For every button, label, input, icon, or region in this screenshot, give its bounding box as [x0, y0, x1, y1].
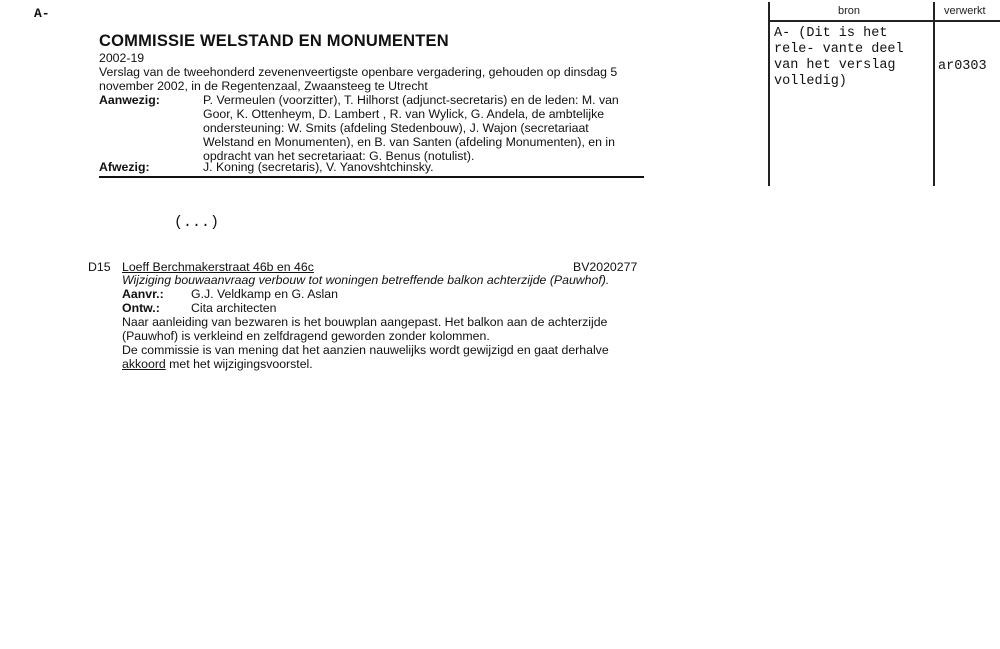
aanwezig-text: P. Vermeulen (voorzitter), T. Hilhorst (adjunct-secretaris) en de leden: M. van Goor, K. Ottenheym, D. Lambert , R. van Wylick, G. Andela, de ambtelijke ondersteuning: W. Smits (afdeling Stedenbouw), J. Wajon (secretariaat Welstand en Monumenten), en B. van Santen (afdeling Monumenten), en in opdracht van het secretariaat: G. Benus (notulist).	[203, 93, 619, 163]
bron-column-header: bron	[838, 5, 861, 17]
document-reference: 2002-19	[99, 51, 145, 65]
corner-mark: A-	[34, 6, 50, 21]
item-paragraph-2	[122, 343, 642, 371]
verwerkt-column-header: verwerkt	[944, 5, 986, 17]
ontw-text: Cita architecten	[191, 301, 277, 315]
aanvr-label: Aanvr.:	[122, 287, 164, 301]
akkoord-word: akkoord	[122, 357, 166, 371]
ledger-left-border	[768, 2, 770, 186]
verwerkt-value: ar0303	[938, 59, 987, 74]
afwezig-text: J. Koning (secretaris), V. Yanovshtchinsky.	[203, 160, 434, 174]
header-divider	[99, 176, 644, 178]
item-bv-number: BV2020277	[573, 260, 638, 274]
ontw-label: Ontw.:	[122, 301, 160, 315]
bron-note: A- (Dit is het rele- vante deel van het verslag volledig)	[774, 26, 904, 89]
paragraph-2-after: met het wijzigingsvoorstel.	[169, 357, 313, 371]
paragraph-2-before: De commissie is van mening dat het aanzien nauwelijks wordt gewijzigd en gaat derhalve	[122, 343, 609, 357]
item-address: Loeff Berchmakerstraat 46b en 46c	[122, 260, 314, 274]
meeting-intro: Verslag van de tweehonderd zevenenveertigste openbare vergadering, gehouden op dinsdag 5 november 2002, in de Regentenzaal, Zwaansteeg te Utrecht	[99, 65, 618, 93]
aanwezig-label: Aanwezig:	[99, 93, 160, 107]
aanvr-text: G.J. Veldkamp en G. Aslan	[191, 287, 338, 301]
document-title: COMMISSIE WELSTAND EN MONUMENTEN	[99, 32, 449, 50]
item-code: D15	[88, 260, 111, 274]
afwezig-label: Afwezig:	[99, 160, 150, 174]
ledger-header-rule	[768, 20, 1000, 22]
omission-ellipsis: (...)	[174, 214, 220, 231]
item-subject: Wijziging bouwaanvraag verbouw tot woningen betreffende balkon achterzijde (Pauwhof).	[122, 273, 610, 287]
item-paragraph-1: Naar aanleiding van bezwaren is het bouwplan aangepast. Het balkon aan de achterzijde (Pauwhof) is verkleind en zelfdragend geworden zonder kolommen.	[122, 315, 608, 343]
